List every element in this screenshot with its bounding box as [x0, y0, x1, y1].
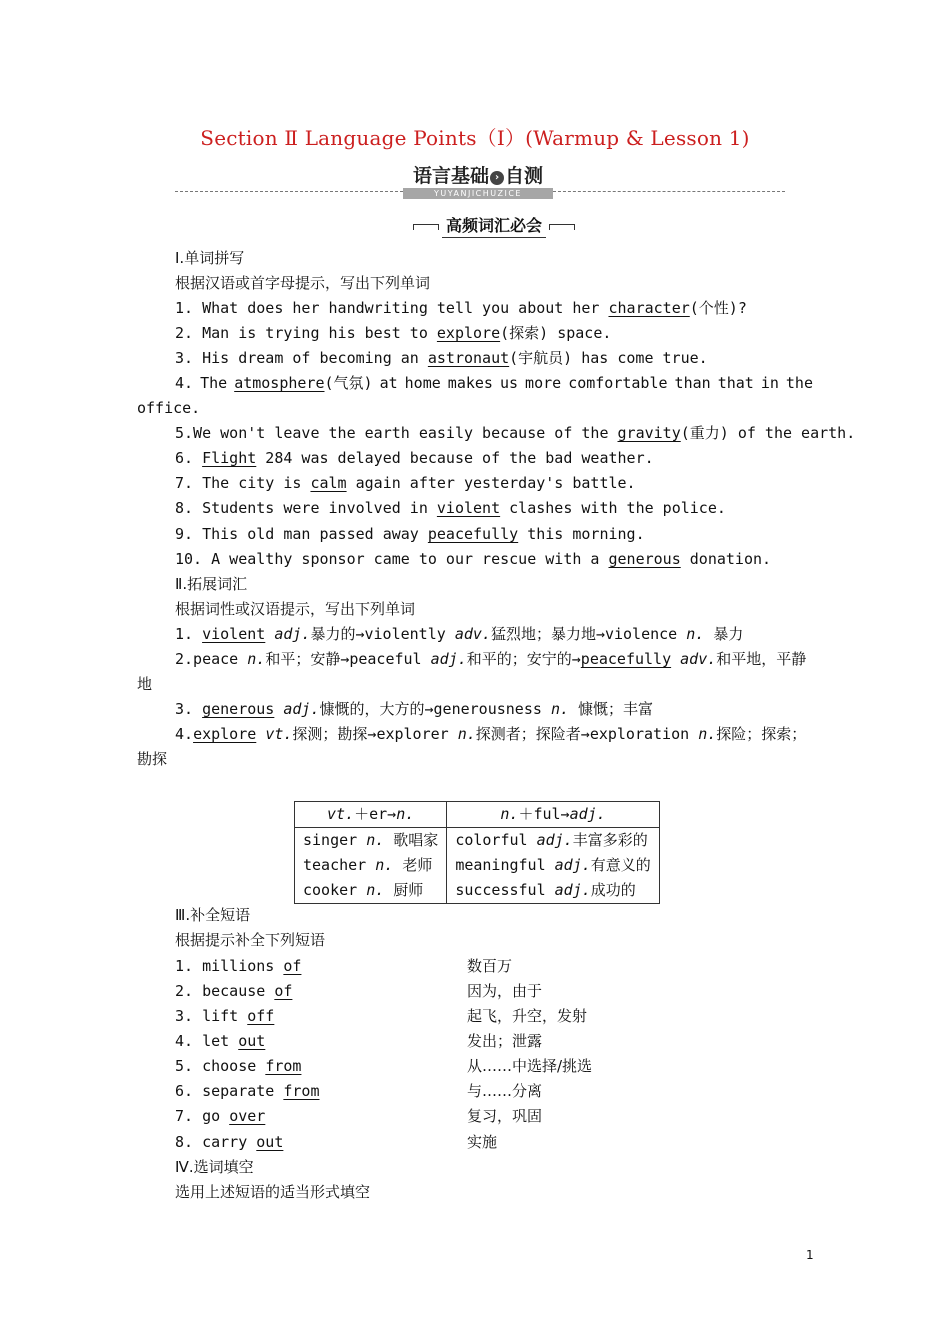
- answer: atmosphere: [234, 374, 325, 392]
- phrase-meaning-8: 实施: [467, 1133, 498, 1151]
- s1-item-1: 1. What does her handwriting tell you about her character(个性)?: [175, 299, 747, 317]
- answer: violent: [436, 499, 501, 517]
- suffix-table: [294, 801, 660, 904]
- phrase-item-5: 5. choose from: [175, 1057, 302, 1075]
- table-row: meaningful adj.有意义的: [455, 856, 651, 874]
- answer: peacefully: [580, 650, 672, 668]
- s3-heading: Ⅲ.补全短语: [175, 906, 251, 924]
- phrase-meaning-3: 起飞，升空，发射: [467, 1007, 588, 1025]
- answer: Flight: [202, 449, 257, 467]
- banner-title: [403, 165, 553, 199]
- phrase-meaning-4: 发出；泄露: [467, 1032, 543, 1050]
- answer: explore: [436, 324, 501, 342]
- s3-instruction: 根据提示补全下列短语: [175, 931, 326, 949]
- answer: from: [283, 1082, 320, 1100]
- s1-item-10: 10. A wealthy sponsor came to our rescue with a generous donation.: [175, 550, 772, 568]
- section-banner: [175, 165, 785, 199]
- phrase-meaning-1: 数百万: [467, 957, 513, 975]
- section-subheading: 高频词汇必会: [413, 215, 575, 237]
- table-row: cooker n. 厨师: [303, 881, 424, 899]
- phrase-meaning-7: 复习，巩固: [467, 1107, 543, 1125]
- answer: explore: [193, 725, 257, 743]
- answer: out: [256, 1133, 284, 1151]
- table-row: colorful adj.丰富多彩的: [455, 831, 648, 849]
- table-header-ful: n.＋ful→adj.: [447, 802, 659, 828]
- answer: generous: [202, 700, 275, 718]
- s2-item-4: 4.explore vt.探测；勘探→explorer n.探测者；探险者→exploration n.探险；探索；: [175, 725, 807, 743]
- table-header-er: vt.＋er→n.: [295, 802, 447, 828]
- banner-divider-left: [175, 191, 403, 192]
- page-number: 1: [806, 1248, 814, 1262]
- answer: of: [274, 982, 293, 1000]
- s2-item-4-cont: 勘探: [137, 750, 168, 768]
- answer: gravity: [617, 424, 681, 442]
- phrase-item-4: 4. let out: [175, 1032, 266, 1050]
- phrase-meaning-2: 因为，由于: [467, 982, 543, 1000]
- page-title: Section Ⅱ Language Points（Ⅰ）(Warmup & Lesson 1): [200, 126, 750, 150]
- answer: peacefully: [427, 525, 519, 543]
- answer: violent: [202, 625, 266, 643]
- banner-divider-right: [553, 191, 785, 192]
- s2-instruction: 根据词性或汉语提示，写出下列单词: [175, 600, 416, 618]
- answer: generous: [608, 550, 681, 568]
- banner-part1: 语言基础: [412, 165, 489, 187]
- s4-instruction: 选用上述短语的适当形式填空: [175, 1183, 371, 1201]
- s4-heading: Ⅳ.选词填空: [175, 1158, 254, 1176]
- phrase-item-1: 1. millions of: [175, 957, 302, 975]
- s2-item-3: 3. generous adj.慷慨的，大方的→generousness n. 慷慨；丰富: [175, 700, 654, 718]
- table-cell-er: [295, 828, 447, 904]
- answer: over: [229, 1107, 266, 1125]
- s1-item-6: 6. Flight 284 was delayed because of the bad weather.: [175, 449, 654, 467]
- phrase-item-8: 8. carry out: [175, 1133, 284, 1151]
- phrase-item-3: 3. lift off: [175, 1007, 275, 1025]
- banner-pinyin: YUYANJICHUZICE: [403, 188, 553, 199]
- phrase-meaning-6: 与……分离: [467, 1082, 543, 1100]
- table-row: singer n. 歌唱家: [303, 831, 439, 849]
- s1-item-9: 9. This old man passed away peacefully this morning.: [175, 525, 645, 543]
- answer: of: [283, 957, 302, 975]
- s2-item-2-cont: 地: [137, 675, 153, 693]
- s1-heading: Ⅰ.单词拼写: [175, 249, 245, 267]
- s1-item-4-cont: office.: [137, 399, 201, 417]
- phrase-item-7: 7. go over: [175, 1107, 266, 1125]
- s1-item-3: 3. His dream of becoming an astronaut(宇航员) has come true.: [175, 349, 708, 367]
- table-row: successful adj.成功的: [455, 881, 636, 899]
- answer: astronaut: [427, 349, 510, 367]
- answer: from: [265, 1057, 302, 1075]
- s1-item-7: 7. The city is calm again after yesterday's battle.: [175, 474, 636, 492]
- phrase-item-2: 2. because of: [175, 982, 293, 1000]
- answer: out: [238, 1032, 266, 1050]
- table-cell-ful: [447, 828, 659, 904]
- s1-item-2: 2. Man is trying his best to explore(探索) space.: [175, 324, 612, 342]
- s1-item-8: 8. Students were involved in violent clashes with the police.: [175, 499, 726, 517]
- phrase-meaning-5: 从……中选择/挑选: [467, 1057, 593, 1075]
- answer: character: [608, 299, 690, 317]
- table-row: teacher n. 老师: [303, 856, 433, 874]
- s2-heading: Ⅱ.拓展词汇: [175, 575, 248, 593]
- s2-item-1: 1. violent adj.暴力的→violently adv.猛烈地；暴力地→violence n. 暴力: [175, 625, 744, 643]
- s1-item-4: 4. The atmosphere(气氛) at home makes us more comfortable than that in the: [175, 374, 813, 392]
- phrase-item-6: 6. separate from: [175, 1082, 320, 1100]
- banner-part2: 自测: [505, 165, 544, 187]
- s1-item-5: 5.We won't leave the earth easily because of the gravity(重力) of the earth.: [175, 424, 856, 442]
- s2-item-2: 2.peace n.和平；安静→peaceful adj.和平的；安宁的→peacefully adv.和平地，平静: [175, 650, 807, 668]
- s1-instruction: 根据汉语或首字母提示，写出下列单词: [175, 274, 431, 292]
- answer: calm: [310, 474, 347, 492]
- arrow-icon: ›: [490, 171, 504, 185]
- answer: off: [247, 1007, 275, 1025]
